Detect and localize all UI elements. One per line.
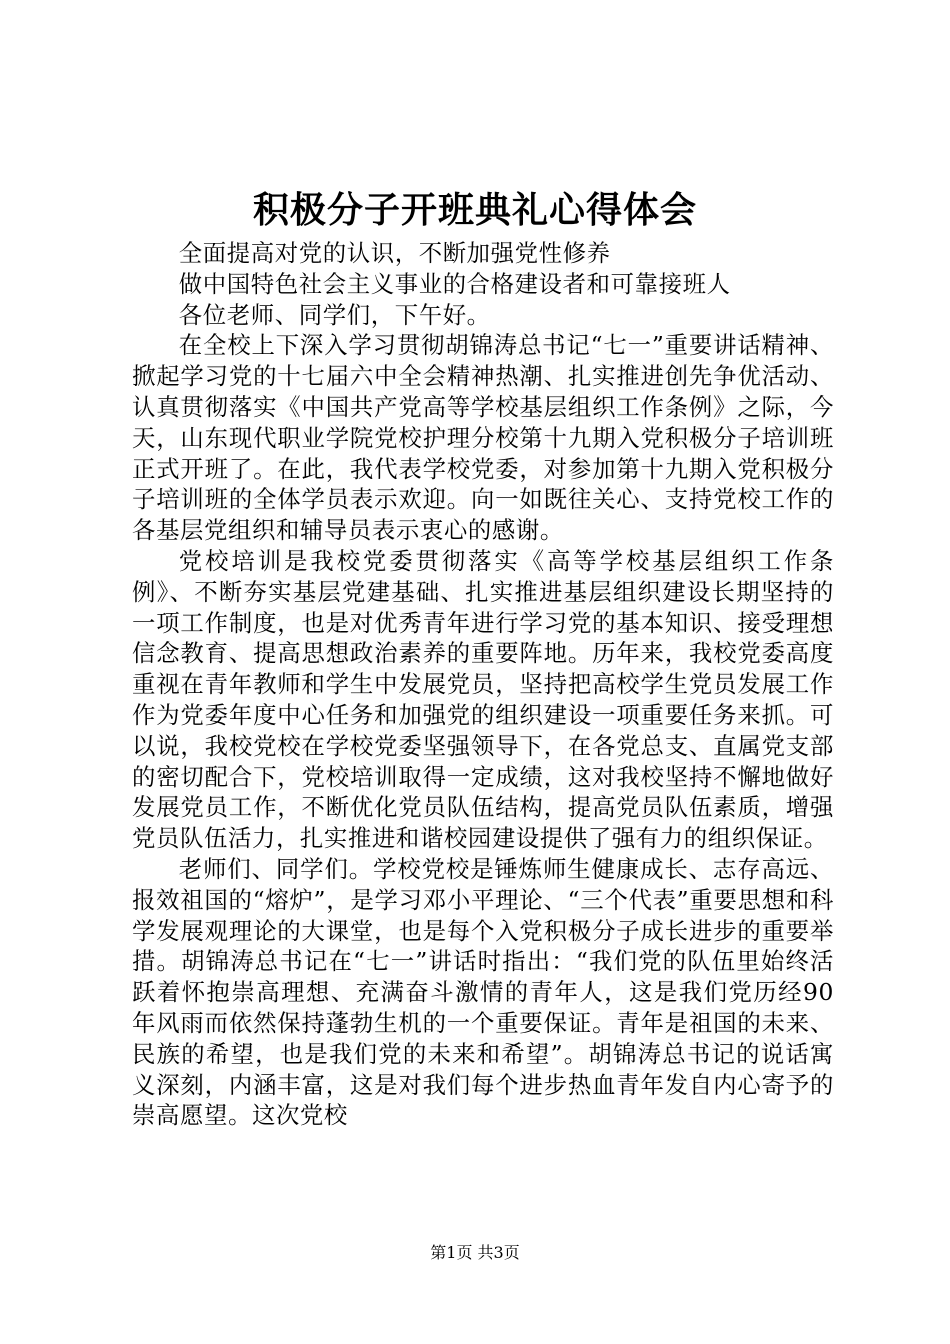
paragraph-subtitle-1: 全面提高对党的认识，不断加强党性修养 [178, 239, 611, 267]
paragraph-opening: 在全校上下深入学习贯彻胡锦涛总书记“七一”重要讲话精神、掀起学习党的十七届六中全会精神热潮、扎实推进创先争优活动、认真贯彻落实《中国共产党高等学校基层组织工作条例》之际，今天，山东现代职业学院党校护理分校第十九期入党积极分子培训班正式开班了。在此，我代表学校党委，对参加第十九期入党积极分子培训班的全体学员表示欢迎。向一如既往关心、支持党校工作的各基层党组织和辅导员表示衷心的感谢。 [132, 331, 834, 545]
paragraph-party-school-training: 党校培训是我校党委贯彻落实《高等学校基层组织工作条例》、不断夯实基层党建基础、扎实推进基层组织建设长期坚持的一项工作制度，也是对优秀青年进行学习党的基本知识、接受理想信念教育、提高思想政治素养的重要阵地。历年来，我校党委高度重视在青年教师和学生中发展党员，坚持把高校学生党员发展工作作为党委年度中心任务和加强党的组织建设一项重要任务来抓。可以说，我校党校在学校党委坚强领导下，在各党总支、直属党支部的密切配合下，党校培训取得一定成绩，这对我校坚持不懈地做好发展党员工作，不断优化党员队伍结构，提高党员队伍素质，增强党员队伍活力，扎实推进和谐校园建设提供了强有力的组织保证。 [132, 546, 834, 853]
paragraph-subtitle-2: 做中国特色社会主义事业的合格建设者和可靠接班人 [178, 269, 731, 298]
document-body [132, 238, 834, 1131]
page-number-footer: 第1页 共3页 [430, 1243, 520, 1262]
paragraph-teachers-students: 老师们、同学们。学校党校是锤炼师生健康成长、志存高远、报效祖国的“熔炉”，是学习邓小平理论、“三个代表”重要思想和科学发展观理论的大课堂，也是每个入党积极分子成长进步的重要举措。胡锦涛总书记在“七一”讲话时指出：“我们党的队伍里始终活跃着怀抱崇高理想、充满奋斗激情的青年人，这是我们党历经90年风雨而依然保持蓬勃生机的一个重要保证。青年是祖国的未来、民族的希望，也是我们党的未来和希望”。胡锦涛总书记的说话寓义深刻，内涵丰富，这是对我们每个进步热血青年发自内心寄予的崇高愿望。这次党校 [132, 854, 834, 1130]
paragraph-greeting: 各位老师、同学们，下午好。 [178, 300, 491, 329]
document-title: 积极分子开班典礼心得体会 [252, 189, 697, 231]
